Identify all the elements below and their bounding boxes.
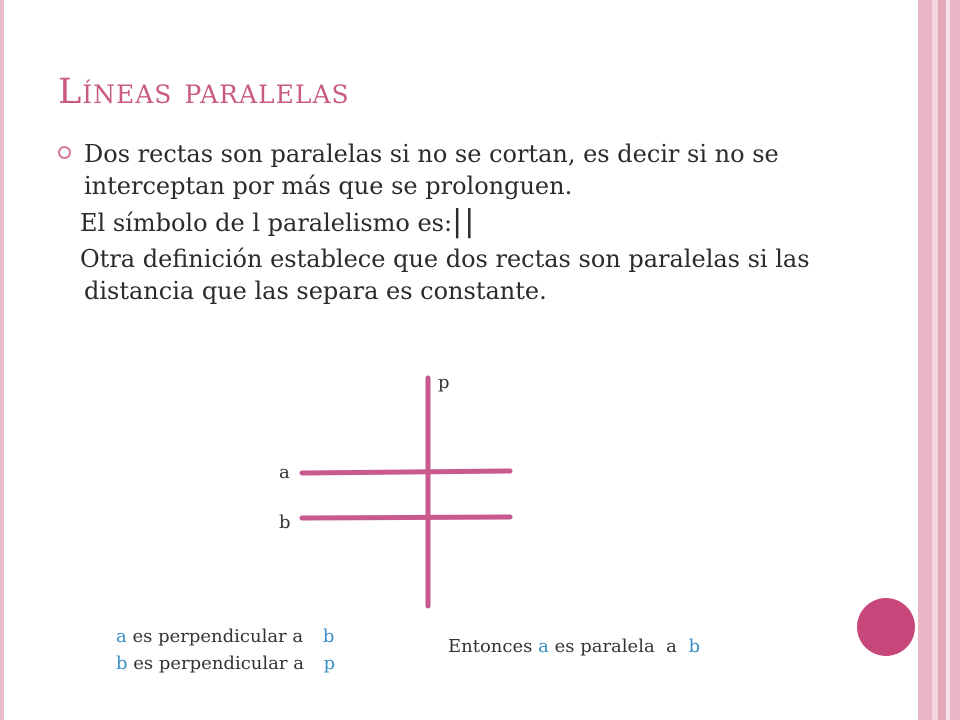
note-text: es perpendicular a: [132, 626, 304, 647]
label-a: a: [279, 462, 290, 483]
note-line-2: [116, 653, 335, 674]
label-b: b: [279, 512, 291, 533]
note-line-1: [116, 626, 334, 647]
conclusion-line: [448, 636, 700, 657]
note-var: p: [323, 653, 336, 674]
line-a: [302, 471, 510, 473]
definition-paragraph: Dos rectas son paralelas si no se cortan, es decir si no se interceptan por más que se prolonguen.: [84, 140, 779, 200]
label-p: p: [438, 372, 450, 393]
conclusion-prefix: Entonces: [448, 636, 533, 657]
alternate-definition-paragraph: Otra definición establece que dos rectas son paralelas si las distancia que las separa es constante.: [80, 245, 810, 305]
note-var: b: [116, 653, 128, 674]
note-var: b: [322, 626, 335, 647]
line-b: [302, 517, 510, 518]
parallel-symbol: ||: [452, 204, 477, 239]
slide-title: Líneas paralelas: [58, 72, 350, 112]
symbol-label: El símbolo de l paralelismo es:: [80, 209, 453, 237]
decorative-circle: [857, 598, 915, 656]
conclusion-var: b: [688, 636, 701, 657]
conclusion-text: es paralela a: [554, 636, 677, 657]
note-var: a: [116, 626, 127, 647]
note-text: es perpendicular a: [133, 653, 304, 674]
conclusion-var: a: [538, 636, 549, 657]
